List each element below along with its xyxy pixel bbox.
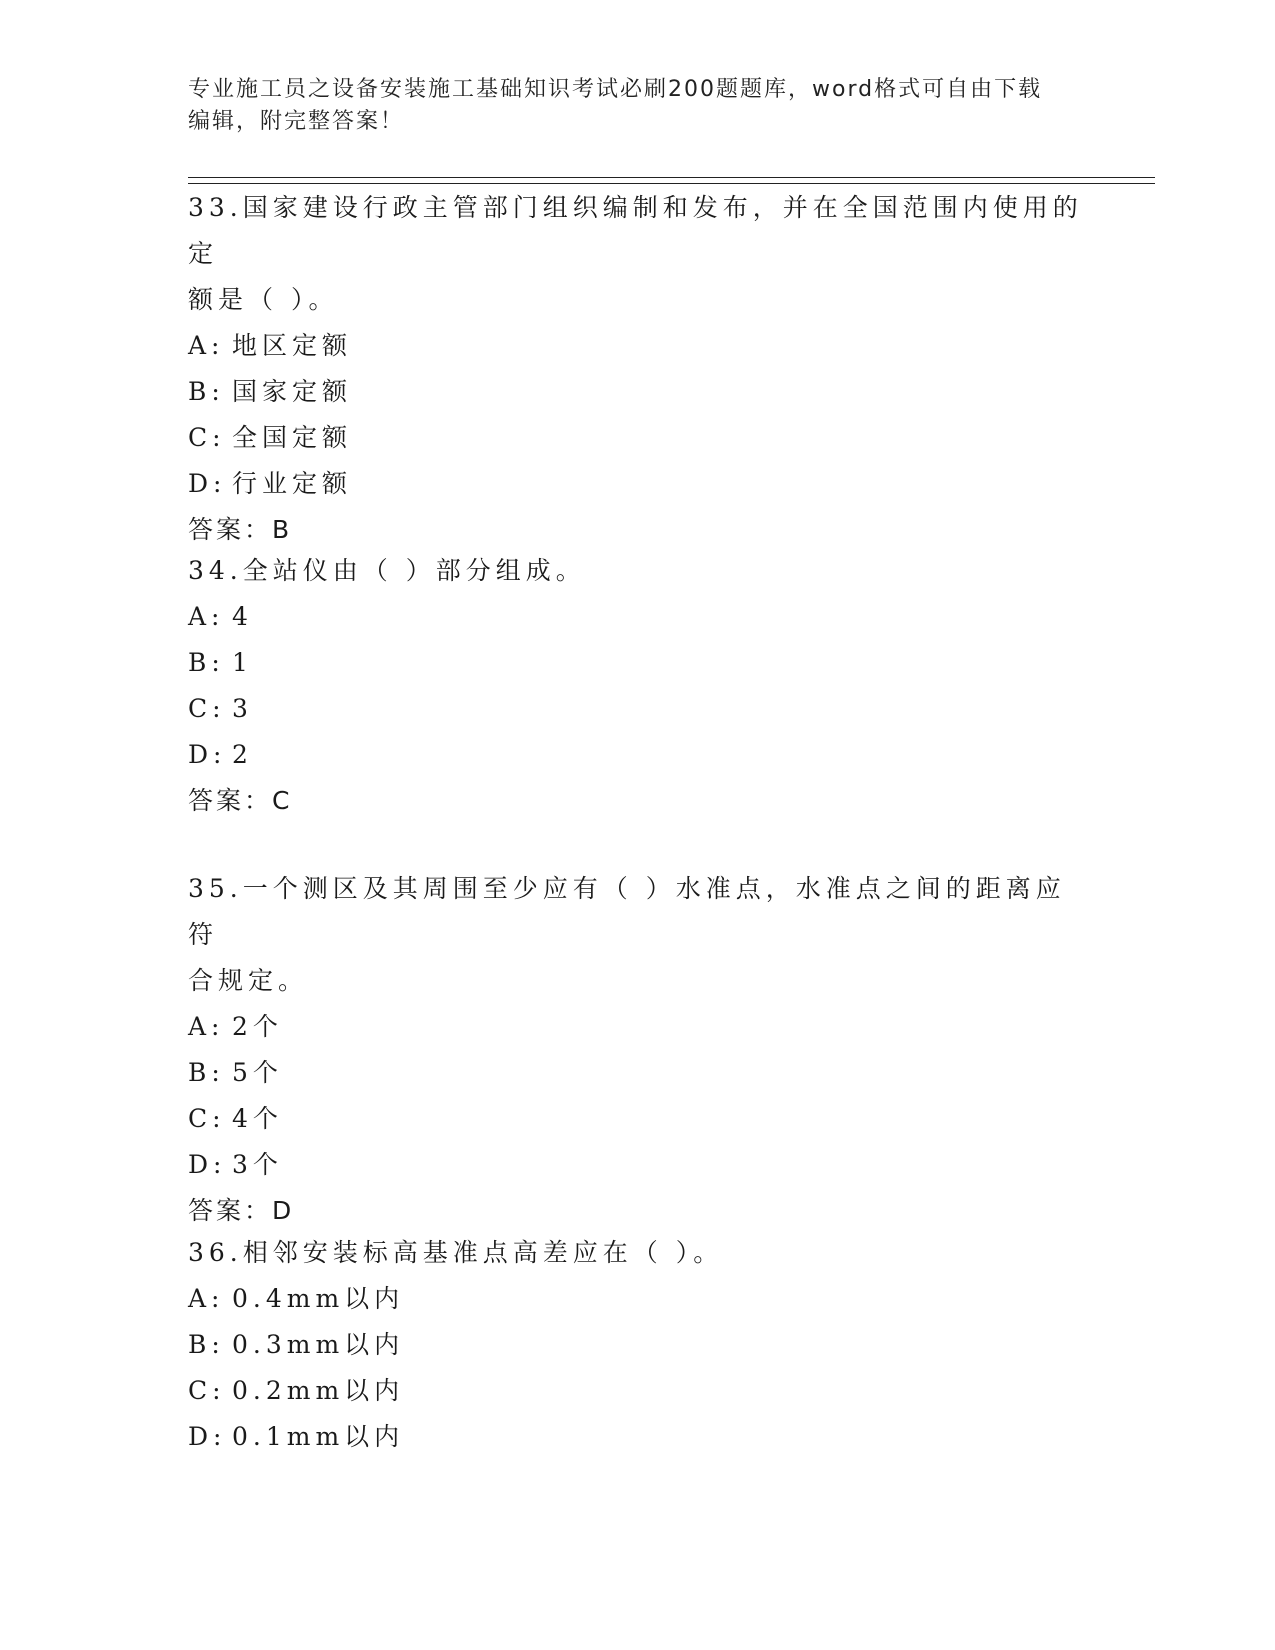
option-letter: D: bbox=[188, 1150, 227, 1179]
option-text: 全国定额 bbox=[232, 423, 353, 452]
option-letter: B: bbox=[188, 377, 225, 406]
option-text: 地区定额 bbox=[232, 331, 353, 360]
option-letter: B: bbox=[188, 648, 225, 677]
option-c bbox=[188, 1368, 1088, 1414]
option-letter: C: bbox=[188, 1104, 226, 1133]
question-stem-line-1: 33.国家建设行政主管部门组织编制和发布，并在全国范围内使用的定 bbox=[188, 193, 1083, 268]
answer-line bbox=[188, 1188, 1088, 1234]
question-stem-line-1: 36.相邻安装标高基准点高差应在（ ）。 bbox=[188, 1238, 724, 1267]
option-b bbox=[188, 1050, 1088, 1096]
option-text: 0.1mm以内 bbox=[232, 1422, 405, 1451]
option-letter: D: bbox=[188, 740, 227, 769]
question-stem-line-1: 34.全站仪由（ ）部分组成。 bbox=[188, 556, 586, 585]
option-letter: D: bbox=[188, 1422, 227, 1451]
option-text: 国家定额 bbox=[232, 377, 353, 406]
option-text: 0.2mm以内 bbox=[232, 1376, 405, 1405]
answer-value: C bbox=[272, 786, 293, 815]
answer-label: 答案： bbox=[188, 786, 273, 815]
option-b bbox=[188, 640, 1088, 686]
option-text: 3 bbox=[232, 694, 253, 723]
option-d bbox=[188, 1414, 1088, 1460]
option-d bbox=[188, 732, 1088, 778]
answer-label: 答案： bbox=[188, 1196, 273, 1225]
header-line-1: 专业施工员之设备安装施工基础知识考试必刷200题题库，word格式可自由下载 bbox=[188, 77, 1043, 102]
question-stem-line-2: 合规定。 bbox=[188, 966, 309, 995]
option-text: 0.4mm以内 bbox=[232, 1284, 405, 1313]
option-text: 2 bbox=[232, 740, 253, 769]
option-b bbox=[188, 369, 1088, 415]
option-letter: A: bbox=[188, 331, 225, 360]
option-d bbox=[188, 1142, 1088, 1188]
answer-line bbox=[188, 778, 1088, 824]
document-header bbox=[188, 74, 1088, 138]
question-stem-line-1: 35.一个测区及其周围至少应有（ ）水准点，水准点之间的距离应符 bbox=[188, 874, 1066, 949]
option-a bbox=[188, 1004, 1088, 1050]
answer-label: 答案： bbox=[188, 515, 273, 544]
option-letter: A: bbox=[188, 1012, 225, 1041]
option-text: 1 bbox=[232, 648, 253, 677]
option-text: 4个 bbox=[232, 1104, 283, 1133]
option-c bbox=[188, 686, 1088, 732]
question-34 bbox=[188, 548, 1088, 824]
question-stem-line-2: 额是（ ）。 bbox=[188, 285, 339, 314]
question-35 bbox=[188, 866, 1088, 1234]
option-b bbox=[188, 1322, 1088, 1368]
option-text: 3个 bbox=[232, 1150, 283, 1179]
header-divider-top bbox=[188, 177, 1155, 178]
option-letter: C: bbox=[188, 694, 226, 723]
option-d bbox=[188, 461, 1088, 507]
option-letter: A: bbox=[188, 1284, 225, 1313]
header-line-2: 编辑，附完整答案！ bbox=[188, 109, 405, 134]
option-letter: C: bbox=[188, 423, 226, 452]
option-text: 4 bbox=[232, 602, 253, 631]
answer-value: D bbox=[272, 1196, 295, 1225]
option-text: 5个 bbox=[232, 1058, 283, 1087]
answer-line bbox=[188, 507, 1088, 553]
option-a bbox=[188, 594, 1088, 640]
option-letter: B: bbox=[188, 1330, 225, 1359]
option-c bbox=[188, 415, 1088, 461]
header-divider-bottom bbox=[188, 183, 1155, 184]
option-text: 0.3mm以内 bbox=[232, 1330, 405, 1359]
question-33 bbox=[188, 185, 1088, 553]
option-text: 2个 bbox=[232, 1012, 283, 1041]
answer-value: B bbox=[272, 515, 293, 544]
option-c bbox=[188, 1096, 1088, 1142]
option-letter: D: bbox=[188, 469, 227, 498]
option-text: 行业定额 bbox=[232, 469, 353, 498]
option-letter: A: bbox=[188, 602, 225, 631]
option-a bbox=[188, 323, 1088, 369]
option-a bbox=[188, 1276, 1088, 1322]
option-letter: B: bbox=[188, 1058, 225, 1087]
question-36 bbox=[188, 1230, 1088, 1460]
option-letter: C: bbox=[188, 1376, 226, 1405]
